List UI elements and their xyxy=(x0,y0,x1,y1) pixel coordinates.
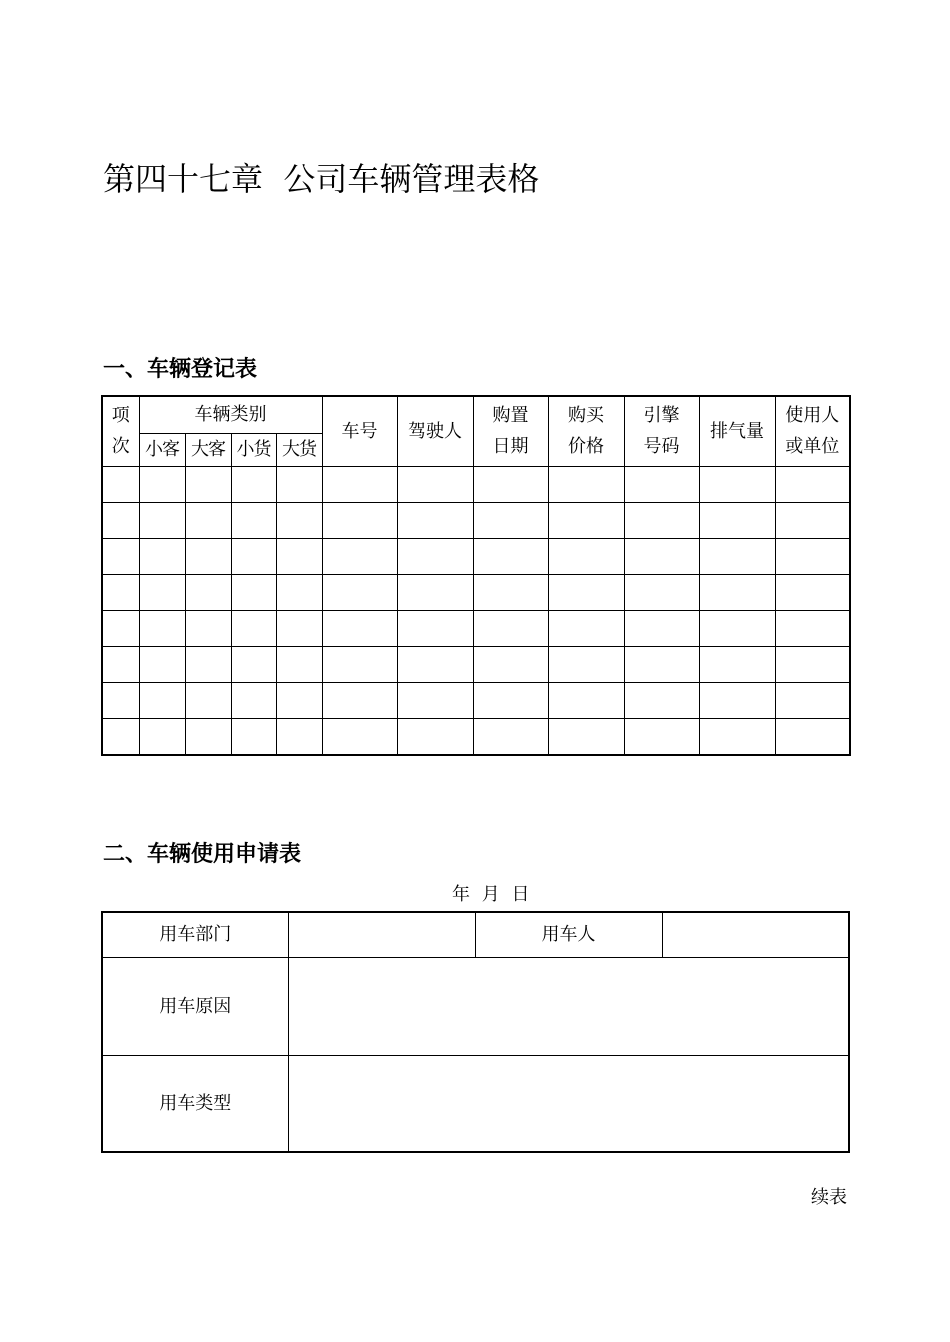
table-cell[interactable] xyxy=(231,466,276,502)
table-cell[interactable] xyxy=(699,502,775,538)
table-row xyxy=(102,466,850,502)
table-cell[interactable] xyxy=(322,502,397,538)
table-row xyxy=(102,502,850,538)
table-cell[interactable] xyxy=(397,466,473,502)
header-user-or-unit xyxy=(775,396,850,466)
header-purchase-date xyxy=(473,396,548,466)
table-cell[interactable] xyxy=(102,466,139,502)
header-purchase-price xyxy=(548,396,624,466)
table-cell[interactable] xyxy=(397,682,473,718)
table-row xyxy=(102,574,850,610)
table-cell[interactable] xyxy=(397,502,473,538)
table-cell[interactable] xyxy=(624,682,699,718)
table-cell[interactable] xyxy=(775,466,850,502)
header-large-truck: 大货 xyxy=(276,433,322,466)
table-cell[interactable] xyxy=(473,646,548,682)
table-cell[interactable] xyxy=(322,646,397,682)
table-cell[interactable] xyxy=(139,502,185,538)
header-displacement: 排气量 xyxy=(699,396,775,466)
table-cell[interactable] xyxy=(473,466,548,502)
continued-label: 续表 xyxy=(811,1187,847,1208)
table-cell[interactable] xyxy=(624,466,699,502)
header-driver: 驾驶人 xyxy=(397,396,473,466)
table-cell[interactable] xyxy=(276,610,322,646)
table-cell[interactable] xyxy=(139,718,185,755)
table-cell[interactable] xyxy=(775,682,850,718)
table-cell[interactable] xyxy=(699,466,775,502)
header-vehicle-category: 车辆类别 xyxy=(139,396,322,433)
header-item-number xyxy=(102,396,139,466)
table-cell[interactable] xyxy=(139,610,185,646)
table-cell[interactable] xyxy=(699,682,775,718)
table-cell[interactable] xyxy=(231,682,276,718)
table-row xyxy=(102,610,850,646)
table-cell[interactable] xyxy=(548,682,624,718)
table-cell[interactable] xyxy=(775,646,850,682)
table-row xyxy=(102,538,850,574)
table-cell[interactable] xyxy=(775,538,850,574)
header-price-line1: 购买 xyxy=(568,405,604,427)
table-cell[interactable] xyxy=(185,502,231,538)
table-cell[interactable] xyxy=(397,646,473,682)
table-cell[interactable] xyxy=(322,466,397,502)
table-row xyxy=(102,646,850,682)
table-cell[interactable] xyxy=(276,646,322,682)
header-purchase-date-line2: 日期 xyxy=(492,436,529,458)
table-cell[interactable] xyxy=(231,646,276,682)
table-cell[interactable] xyxy=(397,610,473,646)
table-cell[interactable] xyxy=(548,718,624,755)
table-cell[interactable] xyxy=(276,574,322,610)
table-cell[interactable] xyxy=(231,718,276,755)
table-cell[interactable] xyxy=(322,610,397,646)
table-cell[interactable] xyxy=(775,574,850,610)
header-user-line1: 使用人 xyxy=(785,405,840,427)
dept-field[interactable] xyxy=(288,912,475,957)
table-cell[interactable] xyxy=(102,610,139,646)
reason-label: 用车原因 xyxy=(102,957,288,1055)
table-cell[interactable] xyxy=(548,610,624,646)
reason-field[interactable] xyxy=(288,957,849,1055)
table-cell[interactable] xyxy=(185,466,231,502)
table-cell[interactable] xyxy=(185,718,231,755)
chapter-title: 第四十七章 公司车辆管理表格 xyxy=(103,160,540,198)
vehicle-registration-table xyxy=(101,395,851,756)
table-cell[interactable] xyxy=(624,646,699,682)
table-cell[interactable] xyxy=(775,718,850,755)
header-engine-line2: 号码 xyxy=(643,436,680,458)
table-cell[interactable] xyxy=(231,574,276,610)
table-row xyxy=(102,718,850,755)
table-cell[interactable] xyxy=(185,610,231,646)
type-label: 用车类型 xyxy=(102,1055,288,1152)
table-cell[interactable] xyxy=(624,502,699,538)
header-engine-number xyxy=(624,396,699,466)
table-cell[interactable] xyxy=(322,574,397,610)
table-cell[interactable] xyxy=(322,682,397,718)
table-cell[interactable] xyxy=(231,502,276,538)
table-cell[interactable] xyxy=(139,466,185,502)
table-cell[interactable] xyxy=(699,538,775,574)
table-cell[interactable] xyxy=(548,646,624,682)
table-cell[interactable] xyxy=(322,718,397,755)
table-cell[interactable] xyxy=(624,610,699,646)
table-cell[interactable] xyxy=(102,718,139,755)
user-field[interactable] xyxy=(662,912,849,957)
table-cell[interactable] xyxy=(139,538,185,574)
table-cell[interactable] xyxy=(699,646,775,682)
table-cell[interactable] xyxy=(473,610,548,646)
table-cell[interactable] xyxy=(624,538,699,574)
header-purchase-date-line1: 购置 xyxy=(492,405,529,427)
table-cell[interactable] xyxy=(548,538,624,574)
table-cell[interactable] xyxy=(102,646,139,682)
dept-label: 用车部门 xyxy=(102,912,288,957)
table-cell[interactable] xyxy=(185,538,231,574)
table-cell[interactable] xyxy=(276,538,322,574)
table-cell[interactable] xyxy=(699,718,775,755)
header-item-line1: 项 xyxy=(111,405,130,427)
table-cell[interactable] xyxy=(397,718,473,755)
table-cell[interactable] xyxy=(139,574,185,610)
table-cell[interactable] xyxy=(276,718,322,755)
user-label: 用车人 xyxy=(475,912,662,957)
table-cell[interactable] xyxy=(775,610,850,646)
table-cell[interactable] xyxy=(102,682,139,718)
table-cell[interactable] xyxy=(276,682,322,718)
table-cell[interactable] xyxy=(276,502,322,538)
table-cell[interactable] xyxy=(139,682,185,718)
vehicle-application-table xyxy=(101,911,850,1153)
table-cell[interactable] xyxy=(185,682,231,718)
header-item-line2: 次 xyxy=(111,436,130,458)
table-cell[interactable] xyxy=(276,466,322,502)
table-cell[interactable] xyxy=(473,538,548,574)
header-user-line2: 或单位 xyxy=(785,436,840,458)
date-line: 年 月 日 xyxy=(452,884,530,905)
registration-heading: 一、车辆登记表 xyxy=(103,357,258,382)
table-cell[interactable] xyxy=(397,538,473,574)
table-cell[interactable] xyxy=(231,538,276,574)
table-cell[interactable] xyxy=(624,718,699,755)
header-engine-line1: 引擎 xyxy=(643,405,680,427)
table-cell[interactable] xyxy=(699,610,775,646)
table-cell[interactable] xyxy=(397,574,473,610)
table-cell[interactable] xyxy=(185,574,231,610)
table-cell[interactable] xyxy=(473,718,548,755)
table-cell[interactable] xyxy=(699,574,775,610)
table-cell[interactable] xyxy=(102,538,139,574)
header-small-truck: 小货 xyxy=(231,433,276,466)
table-cell[interactable] xyxy=(473,502,548,538)
table-cell[interactable] xyxy=(185,646,231,682)
application-heading: 二、车辆使用申请表 xyxy=(103,842,302,867)
table-cell[interactable] xyxy=(473,574,548,610)
header-large-passenger: 大客 xyxy=(185,433,231,466)
table-cell[interactable] xyxy=(473,682,548,718)
table-cell[interactable] xyxy=(231,610,276,646)
table-cell[interactable] xyxy=(322,538,397,574)
table-cell[interactable] xyxy=(102,502,139,538)
table-cell[interactable] xyxy=(548,574,624,610)
table-cell[interactable] xyxy=(139,646,185,682)
type-field[interactable] xyxy=(288,1055,849,1152)
table-cell[interactable] xyxy=(624,574,699,610)
registration-rows xyxy=(102,466,850,755)
table-cell[interactable] xyxy=(548,466,624,502)
table-row xyxy=(102,682,850,718)
header-price-line2: 价格 xyxy=(568,436,604,458)
table-cell[interactable] xyxy=(102,574,139,610)
header-small-passenger: 小客 xyxy=(139,433,185,466)
table-cell[interactable] xyxy=(775,502,850,538)
header-plate-number: 车号 xyxy=(322,396,397,466)
table-cell[interactable] xyxy=(548,502,624,538)
